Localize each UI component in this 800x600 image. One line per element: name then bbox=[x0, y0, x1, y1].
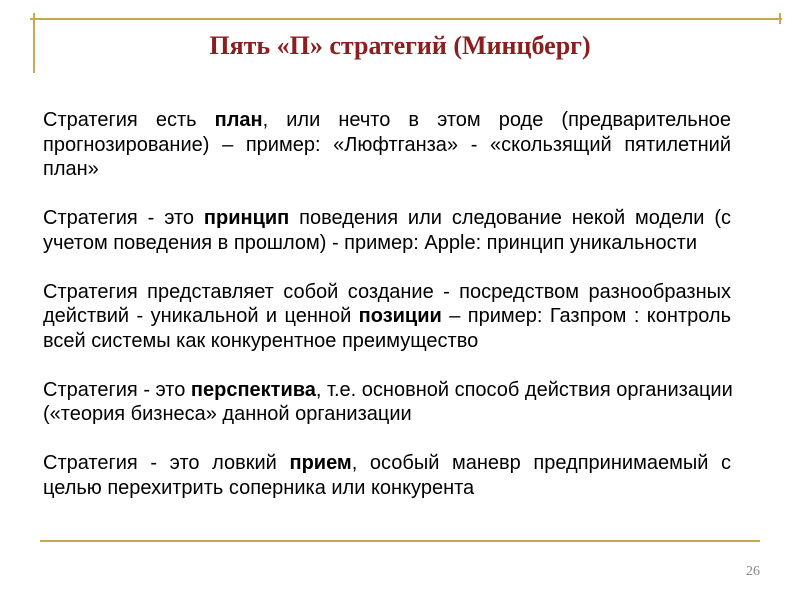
text-run: , т.е. основной способ действия организации bbox=[315, 378, 733, 401]
text-run: Стратегия есть bbox=[43, 109, 215, 131]
text-run: Стратегия представляет собой создание - посредством разнообразных bbox=[43, 280, 731, 303]
text-run: план» bbox=[43, 158, 99, 180]
text-run: учетом поведения в прошлом) - пример: Apple: принцип уникальности bbox=[43, 231, 697, 254]
paragraph-line bbox=[43, 133, 731, 158]
text-run: («теория бизнеса» данной организации bbox=[43, 403, 412, 425]
keyword-principle: принцип bbox=[203, 207, 290, 229]
page-number: 26 bbox=[746, 564, 760, 579]
paragraph-line bbox=[43, 157, 731, 182]
paragraph-line bbox=[43, 329, 731, 354]
paragraph-line bbox=[43, 108, 731, 133]
paragraph-line bbox=[43, 378, 731, 403]
footer-rule bbox=[40, 540, 760, 542]
keyword-perspective: перспектива bbox=[190, 378, 316, 401]
paragraph-position bbox=[43, 280, 731, 354]
slide-body bbox=[43, 108, 731, 525]
text-run: действий - уникальной и ценной bbox=[43, 305, 359, 327]
paragraph-ploy bbox=[43, 451, 731, 500]
paragraph-line bbox=[43, 304, 731, 329]
paragraph-line bbox=[43, 206, 731, 231]
text-run: – пример: Газпром : контроль bbox=[441, 305, 731, 327]
keyword-position: позиции bbox=[358, 305, 442, 327]
paragraph-line bbox=[43, 280, 731, 305]
paragraph-principle bbox=[43, 206, 731, 255]
text-run: Стратегия - это bbox=[43, 378, 191, 401]
keyword-ploy: прием bbox=[289, 452, 352, 474]
paragraph-line bbox=[43, 451, 731, 476]
text-run: целью перехитрить соперника или конкурента bbox=[43, 476, 475, 499]
keyword-plan: план bbox=[214, 109, 263, 131]
text-run: прогнозирование) – пример: «Люфтганза» - «скользящий пятилетний bbox=[43, 133, 731, 156]
paragraph-perspective bbox=[43, 378, 731, 427]
header-corner-tick bbox=[779, 13, 781, 24]
text-run: Стратегия - это ловкий bbox=[43, 452, 290, 474]
slide-title: Пять «П» стратегий (Минцберг) bbox=[209, 31, 591, 60]
paragraph-line bbox=[43, 476, 731, 501]
paragraph-plan bbox=[43, 108, 731, 182]
header-rule bbox=[30, 18, 782, 20]
paragraph-line bbox=[43, 231, 731, 256]
paragraph-line bbox=[43, 402, 731, 427]
text-run: , или нечто в этом роде (предварительное bbox=[262, 109, 731, 131]
text-run: , особый маневр предпринимаемый с bbox=[351, 452, 731, 474]
text-run: Стратегия - это bbox=[43, 207, 204, 229]
text-run: поведения или следование некой модели (с bbox=[289, 207, 731, 229]
text-run: всей системы как конкурентное преимущество bbox=[43, 329, 479, 352]
